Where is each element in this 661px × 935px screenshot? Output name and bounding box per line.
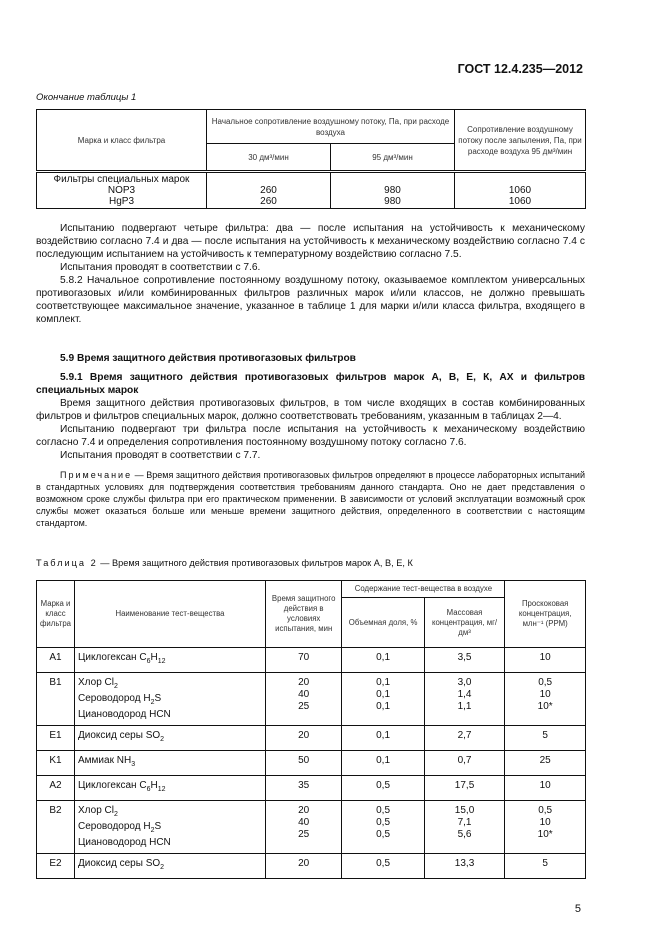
table-row bbox=[37, 648, 586, 673]
t2-col-mark: Марка и класс фильтра bbox=[37, 581, 75, 648]
t2-value: 20 bbox=[298, 805, 310, 816]
t2-substance bbox=[75, 776, 266, 801]
table-1 bbox=[36, 109, 586, 209]
t2-value: 2,7 bbox=[457, 730, 472, 741]
t2-value: 70 bbox=[298, 652, 310, 663]
table-row bbox=[37, 854, 586, 879]
substance-name-part: Сероводород H bbox=[78, 693, 151, 704]
t2-time bbox=[265, 673, 341, 726]
t2-value: 5 bbox=[542, 858, 548, 869]
substance-name-part: Циклогексан C bbox=[78, 652, 147, 663]
t1-value: 260 bbox=[260, 196, 277, 207]
table1-continuation-caption: Окончание таблицы 1 bbox=[36, 92, 137, 103]
substance-name-part: S bbox=[154, 693, 162, 704]
t2-col-time: Время защитного действия в условиях испытания, мин bbox=[265, 581, 341, 648]
table-row bbox=[37, 776, 586, 801]
t2-value: 10 bbox=[539, 689, 551, 700]
t2-substance bbox=[75, 751, 266, 776]
t2-brk bbox=[505, 726, 586, 751]
table-2 bbox=[36, 580, 586, 879]
t2-value: 0,5 bbox=[538, 805, 553, 816]
t1-col-95: 95 дм³/мин bbox=[331, 144, 455, 172]
heading-5-9: 5.9 Время защитного действия противогазовых фильтров bbox=[60, 353, 356, 364]
t2-col-name: Наименование тест-вещества bbox=[75, 581, 266, 648]
t2-substance bbox=[75, 648, 266, 673]
paragraph: Время защитного действия противогазовых фильтров, в том числе входящих в состав комбинированных фильтров и фильтров специальных марок, должно соответствовать требованиям, указанным в таблицах 2—4. bbox=[36, 398, 585, 422]
t2-value: 7,1 bbox=[457, 817, 472, 828]
t2-value: 0,5 bbox=[376, 817, 391, 828]
t2-col-breakthrough: Проскоковая концентрация, млн⁻¹ (PPM) bbox=[505, 581, 586, 648]
substance-name-part: 2 bbox=[150, 827, 155, 834]
table-row bbox=[37, 673, 586, 726]
note-text: — Время защитного действия противогазовых фильтров определяют в процессе лабораторных испытаний в стандартных условиях для подтверждения соответствия требованиям данного стандарта. Оно не дает представления о возможном сроке службы фильтра при его практическом применении. В зависимости от условий эксплуатации возможный срок службы может оказаться больше или меньше времени защитного действия, определенного в соответствии с настоящим стандартом. bbox=[36, 470, 585, 528]
t2-value: 0,5 bbox=[376, 780, 391, 791]
t2-value: 3,5 bbox=[457, 652, 472, 663]
note bbox=[36, 469, 585, 529]
t2-value: 35 bbox=[298, 780, 310, 791]
t2-mark: E1 bbox=[37, 726, 75, 751]
t2-vol bbox=[342, 854, 424, 879]
heading-5-9-1: 5.9.1 Время защитного действия противогазовых фильтров марок А, В, Е, К, АХ и фильтров специальных марок bbox=[36, 372, 585, 396]
t2-value: 1,1 bbox=[457, 701, 472, 712]
t1-group: Фильтры специальных марок bbox=[53, 174, 190, 185]
t2-vol bbox=[342, 648, 424, 673]
t2-time bbox=[265, 854, 341, 879]
substance-name-part: Диоксид серы SO bbox=[78, 730, 161, 741]
t2-time bbox=[265, 648, 341, 673]
paragraph: Испытания проводят в соответствии с 7.6. bbox=[60, 262, 261, 273]
substance-name-part: Циклогексан C bbox=[78, 780, 147, 791]
t2-value: 10 bbox=[539, 652, 551, 663]
t2-brk bbox=[505, 776, 586, 801]
standard-header: ГОСТ 12.4.235—2012 bbox=[457, 62, 583, 76]
t2-value: 20 bbox=[298, 677, 310, 688]
t2-value: 0,1 bbox=[376, 701, 391, 712]
substance-name-part: H bbox=[150, 652, 158, 663]
table-row bbox=[37, 172, 586, 209]
t2-value: 40 bbox=[298, 689, 310, 700]
t2-vol bbox=[342, 801, 424, 854]
t2-time bbox=[265, 801, 341, 854]
t2-value: 10* bbox=[537, 701, 553, 712]
table2-caption bbox=[36, 558, 413, 568]
t2-value: 25 bbox=[298, 829, 310, 840]
t2-mass bbox=[424, 726, 505, 751]
t2-value: 13,3 bbox=[454, 858, 475, 869]
t2-mass bbox=[424, 801, 505, 854]
t2-brk bbox=[505, 801, 586, 854]
t1-mark: NOP3 bbox=[107, 185, 136, 196]
t2-value: 0,7 bbox=[457, 755, 472, 766]
t2-value: 10* bbox=[537, 829, 553, 840]
substance-name-part: Сероводород H bbox=[78, 821, 151, 832]
t2-value: 3,0 bbox=[457, 677, 472, 688]
paragraph: 5.8.2 Начальное сопротивление постоянному воздушному потоку, оказываемое комплектом универсальных противогазовых и/или комбинированных фильтров различных марок и/или классов, не должно превышать соответствующее максимальное значение, указанное в таблице 1 для марки и/или класса фильтра, входящего в комплект. bbox=[36, 275, 585, 325]
t2-value: 0,1 bbox=[376, 689, 391, 700]
t2-value: 0,1 bbox=[376, 652, 391, 663]
t1-col-initial: Начальное сопротивление воздушному потоку, Па, при расходе воздуха bbox=[207, 110, 455, 144]
t2-substance bbox=[75, 726, 266, 751]
paragraph: Испытанию подвергают три фильтра после испытания на устойчивость к механическому воздействию согласно 7.4 и определения сопротивления постоянному воздушному потоку согласно 7.6. bbox=[36, 424, 585, 448]
t2-mass bbox=[424, 776, 505, 801]
t2-substance bbox=[75, 854, 266, 879]
t1-value: 980 bbox=[384, 196, 401, 207]
t2-vol bbox=[342, 726, 424, 751]
t2-value: 17,5 bbox=[454, 780, 475, 791]
t2-value: 0,1 bbox=[376, 677, 391, 688]
t2-mass bbox=[424, 648, 505, 673]
t1-value: 1060 bbox=[508, 196, 532, 207]
t2-mass bbox=[424, 854, 505, 879]
t2-value: 20 bbox=[298, 730, 310, 741]
substance-name-part: Хлор Cl bbox=[78, 805, 114, 816]
t2-substance bbox=[75, 801, 266, 854]
t2-time bbox=[265, 776, 341, 801]
t2-brk bbox=[505, 751, 586, 776]
t2-vol bbox=[342, 751, 424, 776]
t2-mark: B1 bbox=[37, 673, 75, 726]
t2-value: 10 bbox=[539, 780, 551, 791]
t2-vol bbox=[342, 776, 424, 801]
paragraph: Испытанию подвергают четыре фильтра: два — после испытания на устойчивость к механическому воздействию согласно 7.4 и два — после испытания на устойчивость к механическому воздействию согласно 7.4 с последующим испытанием на устойчивость к температурному воздействию согласно 7.5. bbox=[36, 223, 585, 260]
t2-mark: K1 bbox=[37, 751, 75, 776]
table2-caption-label: Таблица 2 bbox=[36, 558, 98, 568]
t1-col-30: 30 дм³/мин bbox=[207, 144, 331, 172]
t1-mark: HgP3 bbox=[108, 196, 134, 207]
substance-name-part: Аммиак NH bbox=[78, 755, 132, 766]
substance-name-part: Циановодород HCN bbox=[78, 837, 171, 848]
t2-value: 0,1 bbox=[376, 755, 391, 766]
substance-name-part: Циановодород HCN bbox=[78, 709, 171, 720]
t2-brk bbox=[505, 673, 586, 726]
t2-value: 25 bbox=[539, 755, 551, 766]
substance-name-part: 6 bbox=[146, 786, 151, 793]
t2-value: 25 bbox=[298, 701, 310, 712]
t2-value: 50 bbox=[298, 755, 310, 766]
t2-mark: B2 bbox=[37, 801, 75, 854]
substance-name-part: Диоксид серы SO bbox=[78, 858, 161, 869]
t2-col-mass: Массовая концентрация, мг/дм³ bbox=[424, 598, 505, 648]
t2-value: 0,5 bbox=[376, 805, 391, 816]
substance-name-part: H bbox=[150, 780, 158, 791]
t1-col-after: Сопротивление воздушному потоку после запыления, Па, при расходе воздуха 95 дм³/мин bbox=[455, 110, 586, 172]
substance-name-part: 6 bbox=[146, 658, 151, 665]
substance-name-part: 2 bbox=[113, 811, 118, 818]
t2-value: 10 bbox=[539, 817, 551, 828]
t2-mass bbox=[424, 751, 505, 776]
t2-value: 1,4 bbox=[457, 689, 472, 700]
paragraph: Испытания проводят в соответствии с 7.7. bbox=[60, 450, 261, 461]
t2-value: 15,0 bbox=[454, 805, 475, 816]
t2-value: 20 bbox=[298, 858, 310, 869]
t2-mark: E2 bbox=[37, 854, 75, 879]
t2-substance bbox=[75, 673, 266, 726]
t1-value: 1060 bbox=[508, 185, 532, 196]
t2-time bbox=[265, 726, 341, 751]
note-label: Примечание bbox=[60, 470, 133, 480]
t2-value: 0,1 bbox=[376, 730, 391, 741]
substance-name-part: Хлор Cl bbox=[78, 677, 114, 688]
t1-col-mark: Марка и класс фильтра bbox=[37, 110, 207, 172]
t2-mark: A1 bbox=[37, 648, 75, 673]
table-row bbox=[37, 751, 586, 776]
t2-value: 0,5 bbox=[538, 677, 553, 688]
substance-name-part: 2 bbox=[113, 683, 118, 690]
substance-name-part: 12 bbox=[157, 786, 166, 793]
t1-value: 260 bbox=[260, 185, 277, 196]
t2-value: 5,6 bbox=[457, 829, 472, 840]
substance-name-part: 12 bbox=[157, 658, 166, 665]
t2-col-volume: Объемная доля, % bbox=[342, 598, 424, 648]
t2-time bbox=[265, 751, 341, 776]
t2-col-content: Содержание тест-вещества в воздухе bbox=[342, 581, 505, 598]
t2-value: 40 bbox=[298, 817, 310, 828]
substance-name-part: 3 bbox=[131, 761, 136, 768]
t2-brk bbox=[505, 648, 586, 673]
t2-mark: A2 bbox=[37, 776, 75, 801]
t2-brk bbox=[505, 854, 586, 879]
table2-caption-text: — Время защитного действия противогазовых фильтров марок А, В, Е, К bbox=[97, 558, 413, 568]
t2-value: 5 bbox=[542, 730, 548, 741]
substance-name-part: 2 bbox=[160, 736, 165, 743]
section-5-9-text bbox=[36, 352, 585, 529]
substance-name-part: 2 bbox=[160, 864, 165, 871]
page-number: 5 bbox=[574, 903, 581, 915]
t2-value: 0,5 bbox=[376, 829, 391, 840]
substance-name-part: 2 bbox=[150, 699, 155, 706]
substance-name-part: S bbox=[154, 821, 162, 832]
section-5-8-text bbox=[36, 222, 585, 326]
t2-vol bbox=[342, 673, 424, 726]
t2-value: 0,5 bbox=[376, 858, 391, 869]
table-row bbox=[37, 801, 586, 854]
t2-mass bbox=[424, 673, 505, 726]
t1-value: 980 bbox=[384, 185, 401, 196]
table-row bbox=[37, 726, 586, 751]
